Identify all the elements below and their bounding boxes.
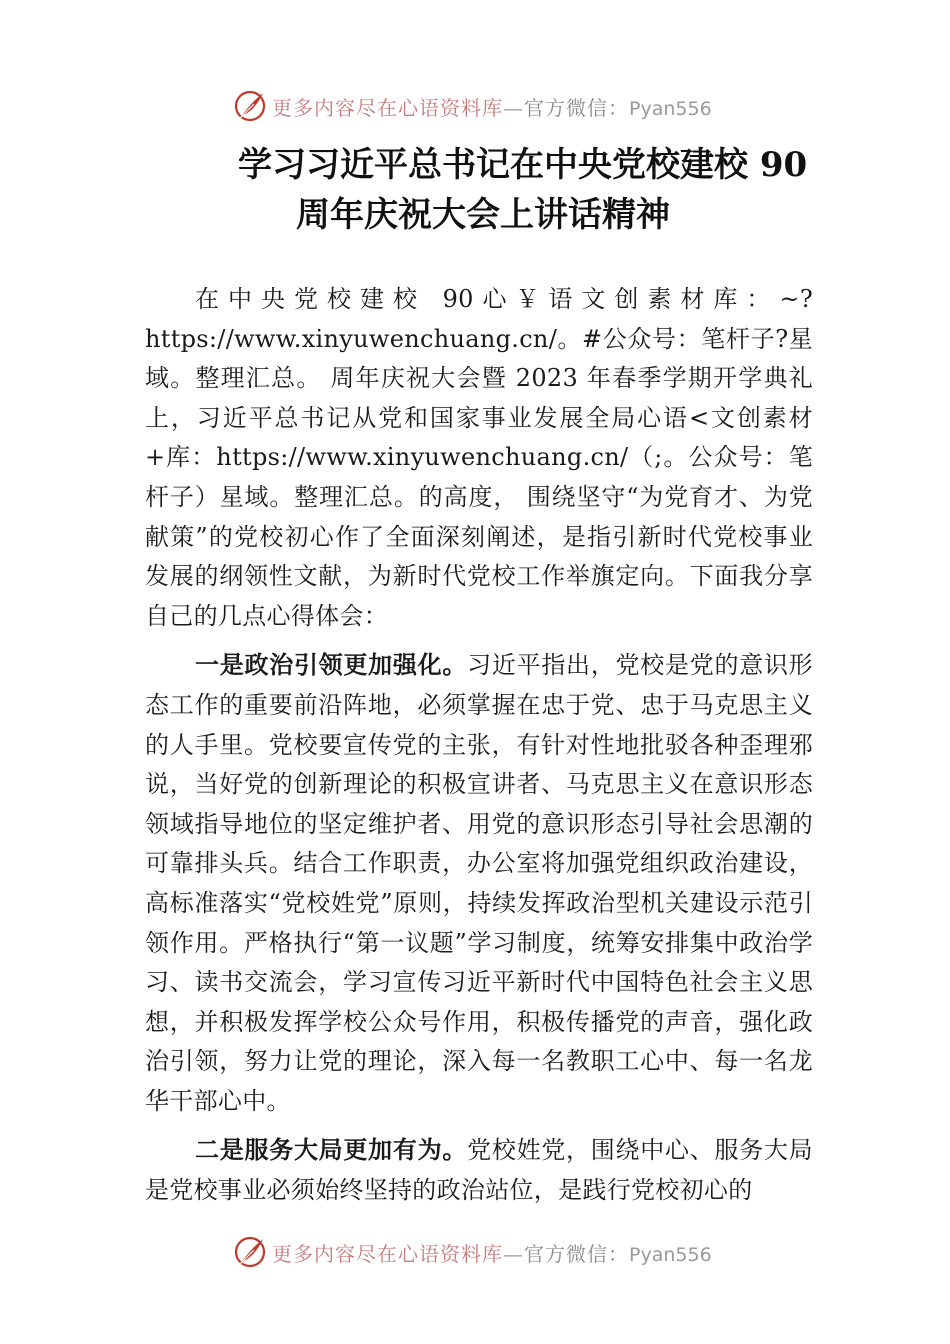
point-2-paragraph (145, 1131, 813, 1210)
document-title (200, 140, 840, 240)
quill-logo-icon (232, 88, 268, 124)
point-2-heading: 二是服务大局更加有为。 (195, 1136, 468, 1165)
intro-paragraph: 在中央党校建校 90心￥语文创素材库：~?https://www.xinyuwenchuang.cn/。#公众号：笔杆子?星域。整理汇总。 周年庆祝大会暨 2023 年春季学期开学典礼上，习近平总书记从党和国家事业发展全局心语<文创素材+库：https://www.xinyuwenchuang.cn/（;。公众号：笔杆子）星域。整理汇总。的高度， 围绕坚守“为党育才、为党献策”的党校初心作了全面深刻阐述，是指引新时代党校事业发展的纲领性文献，为新时代党校工作举旗定向。下面我分享自己的几点心得体会： (145, 285, 813, 630)
watermark-title: 更多内容尽在心语资料库 (272, 1241, 503, 1266)
document-body (145, 280, 813, 1221)
title-line-1: 学习习近平总书记在中央党校建校 90 (238, 145, 808, 185)
point-1-heading: 一是政治引领更加强化。 (195, 651, 468, 680)
watermark-title: 更多内容尽在心语资料库 (272, 95, 503, 120)
watermark-label: 官方微信： (524, 95, 629, 120)
point-2-text: 党校姓党，围绕中心、服务大局是党校事业必须始终坚持的政治站位，是践行党校初心的 (145, 1136, 813, 1205)
quill-logo-icon (232, 1234, 268, 1270)
watermark-label: 官方微信： (524, 1241, 629, 1266)
watermark-wechat-id: Pyan556 (629, 1243, 712, 1266)
point-1-text: 习近平指出，党校是党的意识形态工作的重要前沿阵地，必须掌握在忠于党、忠于马克思主义的人手里。党校要宣传党的主张，有针对性地批驳各种歪理邪说，当好党的创新理论的积极宣讲者、马克思主义在意识形态领域指导地位的坚定维护者、用党的意识形态引导社会思潮的可靠排头兵。结合工作职责，办公室将加强党组织政治建设，高标准落实“党校姓党”原则，持续发挥政治型机关建设示范引领作用。严格执行“第一议题”学习制度，统筹安排集中政治学习、读书交流会，学习宣传习近平新时代中国特色社会主义思想，并积极发挥学校公众号作用，积极传播党的声音，强化政治引领，努力让党的理论，深入每一名教职工心中、每一名龙华干部心中。 (145, 651, 813, 1115)
watermark-wechat-id: Pyan556 (629, 97, 712, 120)
watermark-banner-top (0, 86, 950, 126)
point-1-paragraph (145, 646, 813, 1121)
watermark-separator: — (503, 1241, 524, 1266)
watermark-separator: — (503, 95, 524, 120)
watermark-banner-bottom (0, 1232, 950, 1272)
title-line-2: 周年庆祝大会上讲话精神 (296, 195, 670, 235)
